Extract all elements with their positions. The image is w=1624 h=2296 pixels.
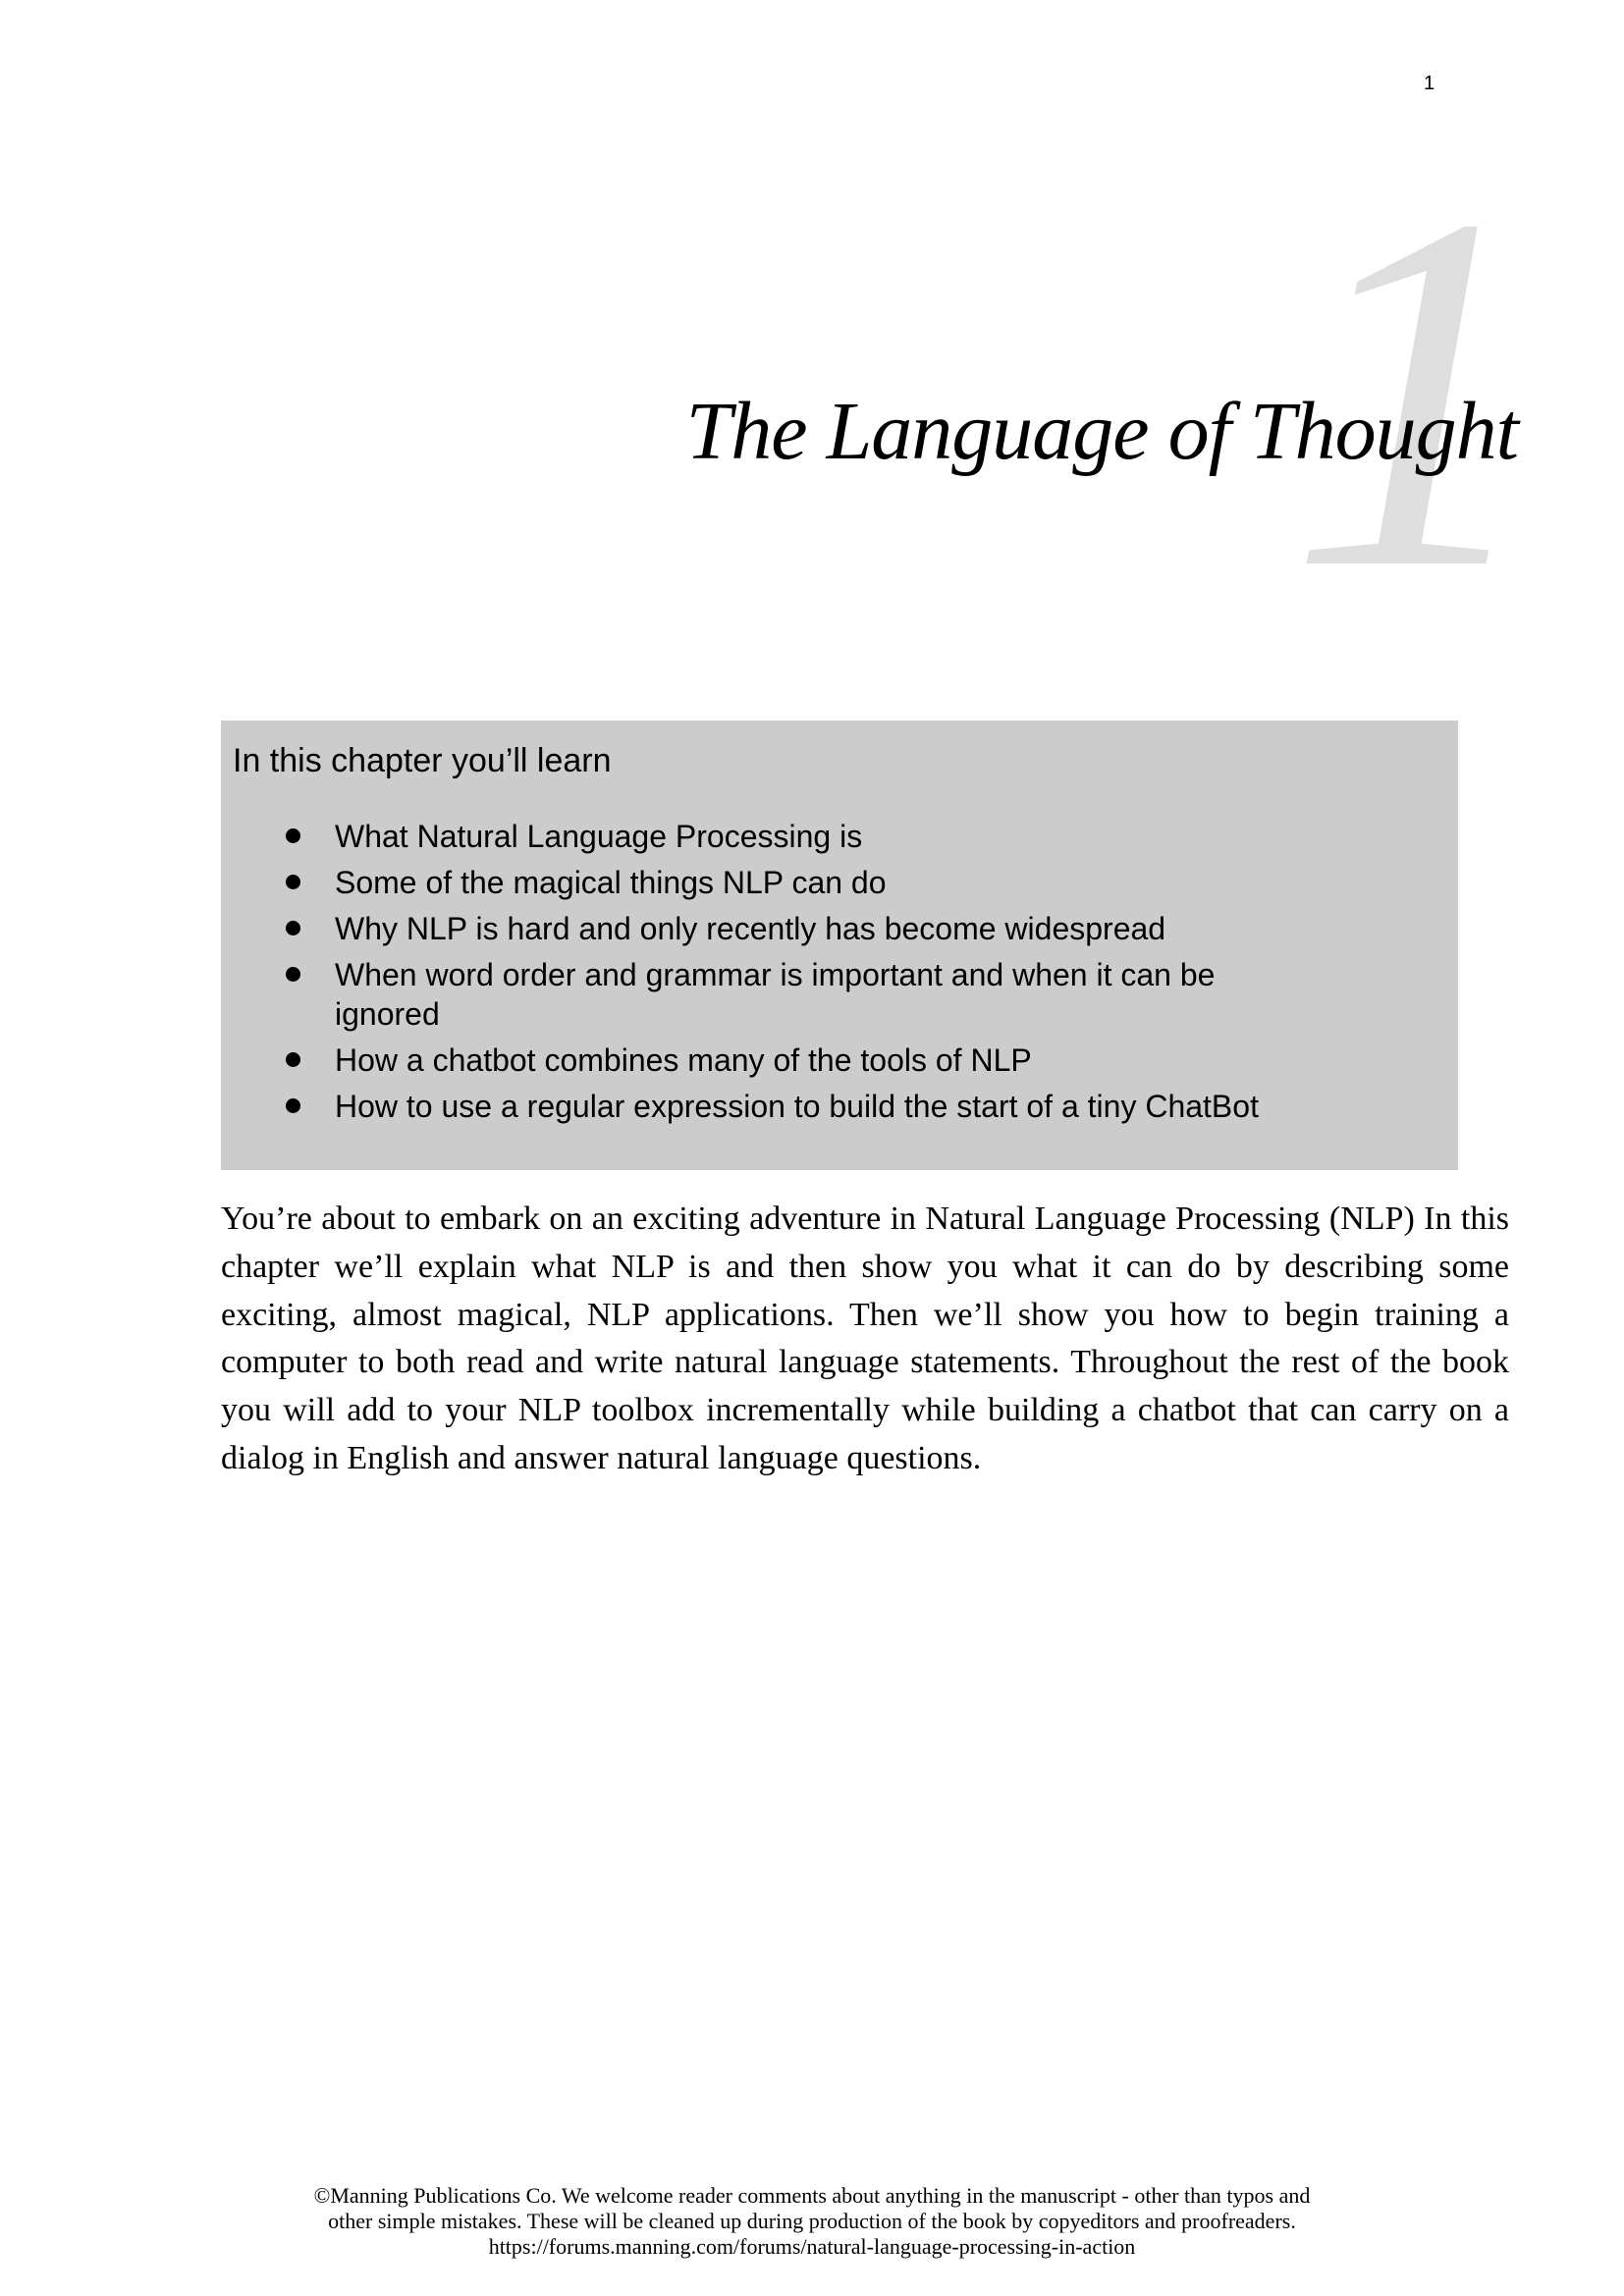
objective-item: How to use a regular expression to build the start of a tiny ChatBot (313, 1087, 1297, 1126)
page-number: 1 (1424, 73, 1435, 94)
chapter-numeral: 1 (1288, 110, 1543, 674)
objective-item: How a chatbot combines many of the tools of NLP (313, 1041, 1297, 1080)
objective-item: What Natural Language Processing is (313, 817, 1297, 856)
copyright-footer (0, 2183, 1624, 2260)
chapter-objectives-box (221, 721, 1458, 1170)
intro-paragraph: You’re about to embark on an exciting adventure in Natural Language Processing (NLP) In this chapter we’ll explain what NLP is and then show you what it can do by describing some exciting, almost magical, NLP applications. Then we’ll show you how to begin training a computer to both read and write natural language statements. Throughout the rest of the book you will add to your NLP toolbox incrementally while building a chatbot that can carry on a dialog in English and answer natural language questions. (221, 1201, 1509, 1476)
objective-item: When word order and grammar is important and when it can be ignored (313, 955, 1297, 1034)
chapter-title: The Language of Thought (685, 386, 1518, 477)
footer-line: other simple mistakes. These will be cleaned up during production of the book by copyeditors and proofreaders. (328, 2209, 1296, 2233)
footer-line: ©Manning Publications Co. We welcome reader comments about anything in the manuscript - other than typos and (313, 2183, 1311, 2208)
objective-item: Some of the magical things NLP can do (313, 863, 1297, 902)
objective-item: Why NLP is hard and only recently has become widespread (313, 909, 1297, 948)
objectives-list (233, 817, 1446, 1126)
footer-link[interactable]: https://forums.manning.com/forums/natural-language-processing-in-action (488, 2234, 1136, 2259)
objectives-heading: In this chapter you’ll learn (233, 742, 612, 779)
